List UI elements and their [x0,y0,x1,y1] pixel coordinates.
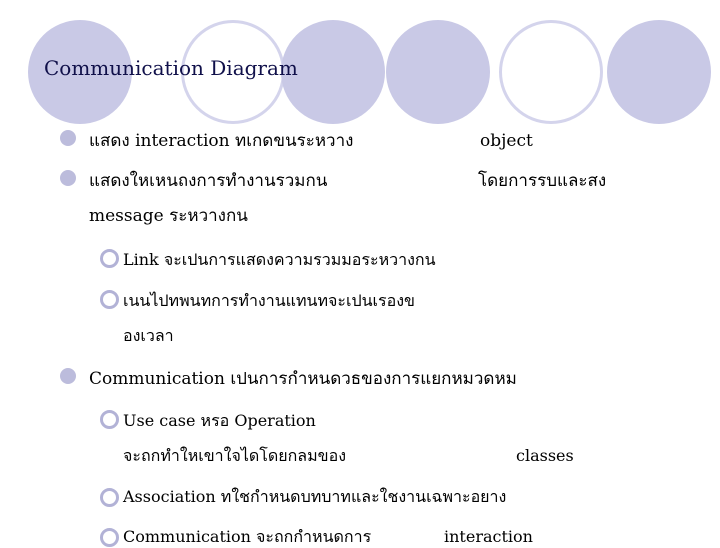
decor-circle [607,20,711,124]
sub-bullet-text: Link จะเปนการแสดงความรวมมอระหวางกน [123,250,436,269]
bullet-text: object [480,131,533,151]
sub-bullet-text: classes [516,446,574,465]
sub-bullet-icon [100,290,119,309]
bullet-text: Communication เปนการกำหนดวธของการแยกหมวดหม [89,369,517,389]
bullet-icon [60,130,76,146]
decor-circle [386,20,490,124]
sub-bullet-text: องเวลา [123,326,174,345]
sub-bullet-text: Use case หรอ Operation [123,411,316,430]
sub-bullet-icon [100,528,119,547]
sub-bullet-text: Communication จะถกกำหนดการ [123,527,372,546]
sub-bullet-text: Association ทใชกำหนดบทบาทและใชงานเฉพาะอยาง [123,487,507,506]
sub-bullet-text: interaction [444,527,533,546]
sub-bullet-text: เนนไปทพนทการทำงานแทนทจะเปนเรองข [123,291,415,310]
sub-bullet-text: จะถกทำใหเขาใจไดโดยกลมของ [123,446,347,465]
sub-bullet-icon [100,249,119,268]
sub-bullet-icon [100,488,119,507]
bullet-text: message ระหวางกน [89,206,248,226]
bullet-text: โดยการรบและสง [478,171,607,191]
bullet-text: แสดงใหเหนถงการทำงานรวมกน [89,171,328,191]
decor-circle [499,20,603,124]
bullet-icon [60,170,76,186]
bullet-text: แสดง interaction ทเกดขนระหวาง [89,131,354,151]
slide-title: Communication Diagram [44,56,298,80]
bullet-icon [60,368,76,384]
sub-bullet-icon [100,410,119,429]
